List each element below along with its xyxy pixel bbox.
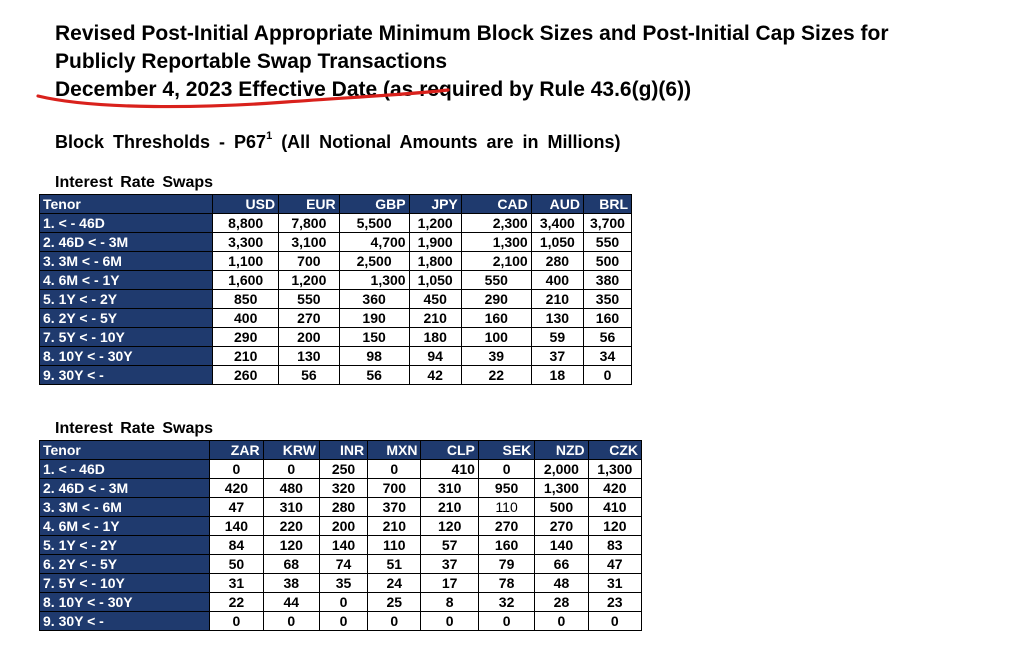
notional-cell: 1,600 (213, 271, 279, 290)
notional-cell: 130 (279, 347, 340, 366)
table-row (40, 366, 632, 385)
notional-cell: 260 (213, 366, 279, 385)
notional-cell: 420 (588, 479, 641, 498)
tenor-label: 2. 46D < - 3M (40, 479, 210, 498)
notional-cell: 84 (210, 536, 263, 555)
subtitle-text: Block Thresholds - P67 (55, 132, 267, 152)
currency-header-cad: CAD (461, 195, 531, 214)
tenor-label: 7. 5Y < - 10Y (40, 574, 210, 593)
notional-cell: 400 (213, 309, 279, 328)
currency-header-jpy: JPY (409, 195, 461, 214)
table-row (40, 271, 632, 290)
notional-cell: 320 (319, 479, 367, 498)
table-row (40, 593, 642, 612)
notional-cell: 290 (461, 290, 531, 309)
tenor-column-header: Tenor (40, 195, 213, 214)
table-row (40, 460, 642, 479)
table-row (40, 574, 642, 593)
tenor-label: 7. 5Y < - 10Y (40, 328, 213, 347)
notional-cell: 0 (478, 612, 534, 631)
notional-cell: 420 (210, 479, 263, 498)
notional-cell: 0 (478, 460, 534, 479)
currency-header-gbp: GBP (339, 195, 409, 214)
table2-header-row (40, 441, 642, 460)
notional-cell: 1,300 (461, 233, 531, 252)
currency-header-eur: EUR (279, 195, 340, 214)
currency-header-inr: INR (319, 441, 367, 460)
notional-cell: 31 (588, 574, 641, 593)
currency-header-clp: CLP (421, 441, 478, 460)
notional-cell: 24 (368, 574, 421, 593)
notional-cell: 79 (478, 555, 534, 574)
table2-body (40, 460, 642, 631)
notional-cell: 51 (368, 555, 421, 574)
notional-cell: 0 (263, 460, 319, 479)
notional-cell: 0 (210, 612, 263, 631)
notional-cell: 17 (421, 574, 478, 593)
notional-cell: 31 (210, 574, 263, 593)
notional-cell: 0 (319, 612, 367, 631)
notional-cell: 1,050 (409, 271, 461, 290)
table-row (40, 347, 632, 366)
table2-title: Interest Rate Swaps (55, 420, 214, 437)
notional-cell: 270 (535, 517, 588, 536)
notional-cell: 480 (263, 479, 319, 498)
notional-cell: 38 (263, 574, 319, 593)
table-row (40, 252, 632, 271)
table-row (40, 290, 632, 309)
notional-cell: 2,500 (339, 252, 409, 271)
notional-cell: 0 (368, 460, 421, 479)
tenor-column-header: Tenor (40, 441, 210, 460)
red-underline-annotation (36, 86, 456, 112)
notional-cell: 7,800 (279, 214, 340, 233)
tenor-label: 9. 30Y < - (40, 612, 210, 631)
notional-cell: 8 (421, 593, 478, 612)
notional-cell: 1,200 (279, 271, 340, 290)
notional-cell: 0 (368, 612, 421, 631)
notional-cell: 210 (213, 347, 279, 366)
interest-rate-swaps-table-2 (39, 440, 642, 631)
notional-cell: 0 (583, 366, 631, 385)
notional-cell: 200 (279, 328, 340, 347)
notional-cell: 28 (535, 593, 588, 612)
notional-cell: 22 (210, 593, 263, 612)
title-line-2: Publicly Reportable Swap Transactions (55, 50, 448, 73)
notional-cell: 1,800 (409, 252, 461, 271)
notional-cell: 50 (210, 555, 263, 574)
table-row (40, 498, 642, 517)
notional-cell: 2,300 (461, 214, 531, 233)
notional-cell: 23 (588, 593, 641, 612)
tenor-label: 4. 6M < - 1Y (40, 517, 210, 536)
notional-cell: 200 (319, 517, 367, 536)
table-row (40, 612, 642, 631)
notional-cell: 48 (535, 574, 588, 593)
notional-cell: 500 (535, 498, 588, 517)
notional-cell: 120 (421, 517, 478, 536)
currency-header-usd: USD (213, 195, 279, 214)
notional-cell: 1,900 (409, 233, 461, 252)
notional-cell: 160 (478, 536, 534, 555)
notional-cell: 0 (588, 612, 641, 631)
notional-cell: 410 (588, 498, 641, 517)
tenor-label: 8. 10Y < - 30Y (40, 593, 210, 612)
notional-cell: 380 (583, 271, 631, 290)
currency-header-aud: AUD (531, 195, 583, 214)
notional-cell: 280 (531, 252, 583, 271)
notional-cell: 270 (478, 517, 534, 536)
notional-cell: 83 (588, 536, 641, 555)
table-row (40, 536, 642, 555)
notional-cell: 310 (263, 498, 319, 517)
notional-cell: 44 (263, 593, 319, 612)
notional-cell: 32 (478, 593, 534, 612)
currency-header-krw: KRW (263, 441, 319, 460)
notional-cell: 400 (531, 271, 583, 290)
tenor-label: 1. < - 46D (40, 214, 213, 233)
notional-cell: 700 (279, 252, 340, 271)
footnote-marker: 1 (266, 130, 273, 142)
title-line-1: Revised Post-Initial Appropriate Minimum Block Sizes and Post-Initial Cap Sizes for (55, 22, 889, 45)
notional-cell: 120 (588, 517, 641, 536)
table-row (40, 328, 632, 347)
table-row (40, 555, 642, 574)
tenor-label: 2. 46D < - 3M (40, 233, 213, 252)
notional-cell: 350 (583, 290, 631, 309)
notional-cell: 39 (461, 347, 531, 366)
notional-cell: 1,300 (588, 460, 641, 479)
notional-cell: 120 (263, 536, 319, 555)
notional-cell: 100 (461, 328, 531, 347)
notional-cell: 180 (409, 328, 461, 347)
notional-cell: 4,700 (339, 233, 409, 252)
notional-cell: 360 (339, 290, 409, 309)
notional-cell: 1,050 (531, 233, 583, 252)
notional-cell: 550 (583, 233, 631, 252)
notional-cell: 290 (213, 328, 279, 347)
tenor-label: 3. 3M < - 6M (40, 498, 210, 517)
notional-cell: 160 (461, 309, 531, 328)
notional-cell: 550 (279, 290, 340, 309)
notional-cell: 47 (210, 498, 263, 517)
notional-cell: 5,500 (339, 214, 409, 233)
notional-cell: 0 (421, 612, 478, 631)
notional-cell: 0 (263, 612, 319, 631)
notional-cell: 220 (263, 517, 319, 536)
notional-cell: 150 (339, 328, 409, 347)
notional-cell: 210 (409, 309, 461, 328)
currency-header-brl: BRL (583, 195, 631, 214)
notional-cell: 270 (279, 309, 340, 328)
notional-cell: 22 (461, 366, 531, 385)
notional-cell: 0 (535, 612, 588, 631)
notional-cell: 56 (583, 328, 631, 347)
table1-header-row (40, 195, 632, 214)
table-row (40, 309, 632, 328)
tenor-label: 6. 2Y < - 5Y (40, 555, 210, 574)
notional-cell: 2,000 (535, 460, 588, 479)
notional-cell: 59 (531, 328, 583, 347)
notional-cell: 34 (583, 347, 631, 366)
notional-cell: 410 (421, 460, 478, 479)
tenor-label: 8. 10Y < - 30Y (40, 347, 213, 366)
notional-cell: 3,100 (279, 233, 340, 252)
table-row (40, 517, 642, 536)
currency-header-nzd: NZD (535, 441, 588, 460)
notional-cell: 1,300 (339, 271, 409, 290)
notional-cell: 42 (409, 366, 461, 385)
notional-cell: 3,700 (583, 214, 631, 233)
notional-cell: 950 (478, 479, 534, 498)
currency-header-czk: CZK (588, 441, 641, 460)
table-row (40, 479, 642, 498)
notional-cell: 310 (421, 479, 478, 498)
notional-cell: 190 (339, 309, 409, 328)
notional-cell: 68 (263, 555, 319, 574)
notional-cell: 280 (319, 498, 367, 517)
notional-cell: 1,200 (409, 214, 461, 233)
tenor-label: 6. 2Y < - 5Y (40, 309, 213, 328)
currency-header-mxn: MXN (368, 441, 421, 460)
notional-cell: 1,100 (213, 252, 279, 271)
notional-cell: 0 (210, 460, 263, 479)
tenor-label: 5. 1Y < - 2Y (40, 290, 213, 309)
tenor-label: 3. 3M < - 6M (40, 252, 213, 271)
notional-cell: 57 (421, 536, 478, 555)
notional-cell: 130 (531, 309, 583, 328)
notional-cell: 98 (339, 347, 409, 366)
notional-cell: 140 (319, 536, 367, 555)
notional-cell: 25 (368, 593, 421, 612)
notional-cell: 18 (531, 366, 583, 385)
notional-cell: 110 (478, 498, 534, 517)
table1-body (40, 214, 632, 385)
notional-cell: 210 (531, 290, 583, 309)
tenor-label: 4. 6M < - 1Y (40, 271, 213, 290)
notional-cell: 94 (409, 347, 461, 366)
notional-cell: 47 (588, 555, 641, 574)
notional-cell: 110 (368, 536, 421, 555)
notional-cell: 78 (478, 574, 534, 593)
notional-cell: 140 (210, 517, 263, 536)
notional-cell: 160 (583, 309, 631, 328)
notional-cell: 140 (535, 536, 588, 555)
currency-header-sek: SEK (478, 441, 534, 460)
notional-cell: 250 (319, 460, 367, 479)
notional-cell: 210 (421, 498, 478, 517)
tenor-label: 5. 1Y < - 2Y (40, 536, 210, 555)
notional-cell: 2,100 (461, 252, 531, 271)
notional-cell: 210 (368, 517, 421, 536)
notional-cell: 56 (339, 366, 409, 385)
notional-cell: 56 (279, 366, 340, 385)
interest-rate-swaps-table-1 (39, 194, 632, 385)
notional-cell: 500 (583, 252, 631, 271)
notional-cell: 550 (461, 271, 531, 290)
table1-title: Interest Rate Swaps (55, 174, 214, 191)
notional-cell: 3,300 (213, 233, 279, 252)
title-line-3: December 4, 2023 Effective Date (as required by Rule 43.6(g)(6)) (55, 78, 692, 101)
notional-cell: 0 (319, 593, 367, 612)
notional-cell: 3,400 (531, 214, 583, 233)
notional-cell: 37 (421, 555, 478, 574)
tenor-label: 9. 30Y < - (40, 366, 213, 385)
notional-cell: 370 (368, 498, 421, 517)
tenor-label: 1. < - 46D (40, 460, 210, 479)
notional-cell: 74 (319, 555, 367, 574)
subtitle-note: (All Notional Amounts are in Millions) (272, 132, 621, 152)
currency-header-zar: ZAR (210, 441, 263, 460)
notional-cell: 450 (409, 290, 461, 309)
notional-cell: 66 (535, 555, 588, 574)
table-row (40, 233, 632, 252)
block-thresholds-subtitle (55, 132, 621, 153)
table-row (40, 214, 632, 233)
notional-cell: 37 (531, 347, 583, 366)
notional-cell: 850 (213, 290, 279, 309)
notional-cell: 8,800 (213, 214, 279, 233)
notional-cell: 700 (368, 479, 421, 498)
notional-cell: 35 (319, 574, 367, 593)
notional-cell: 1,300 (535, 479, 588, 498)
